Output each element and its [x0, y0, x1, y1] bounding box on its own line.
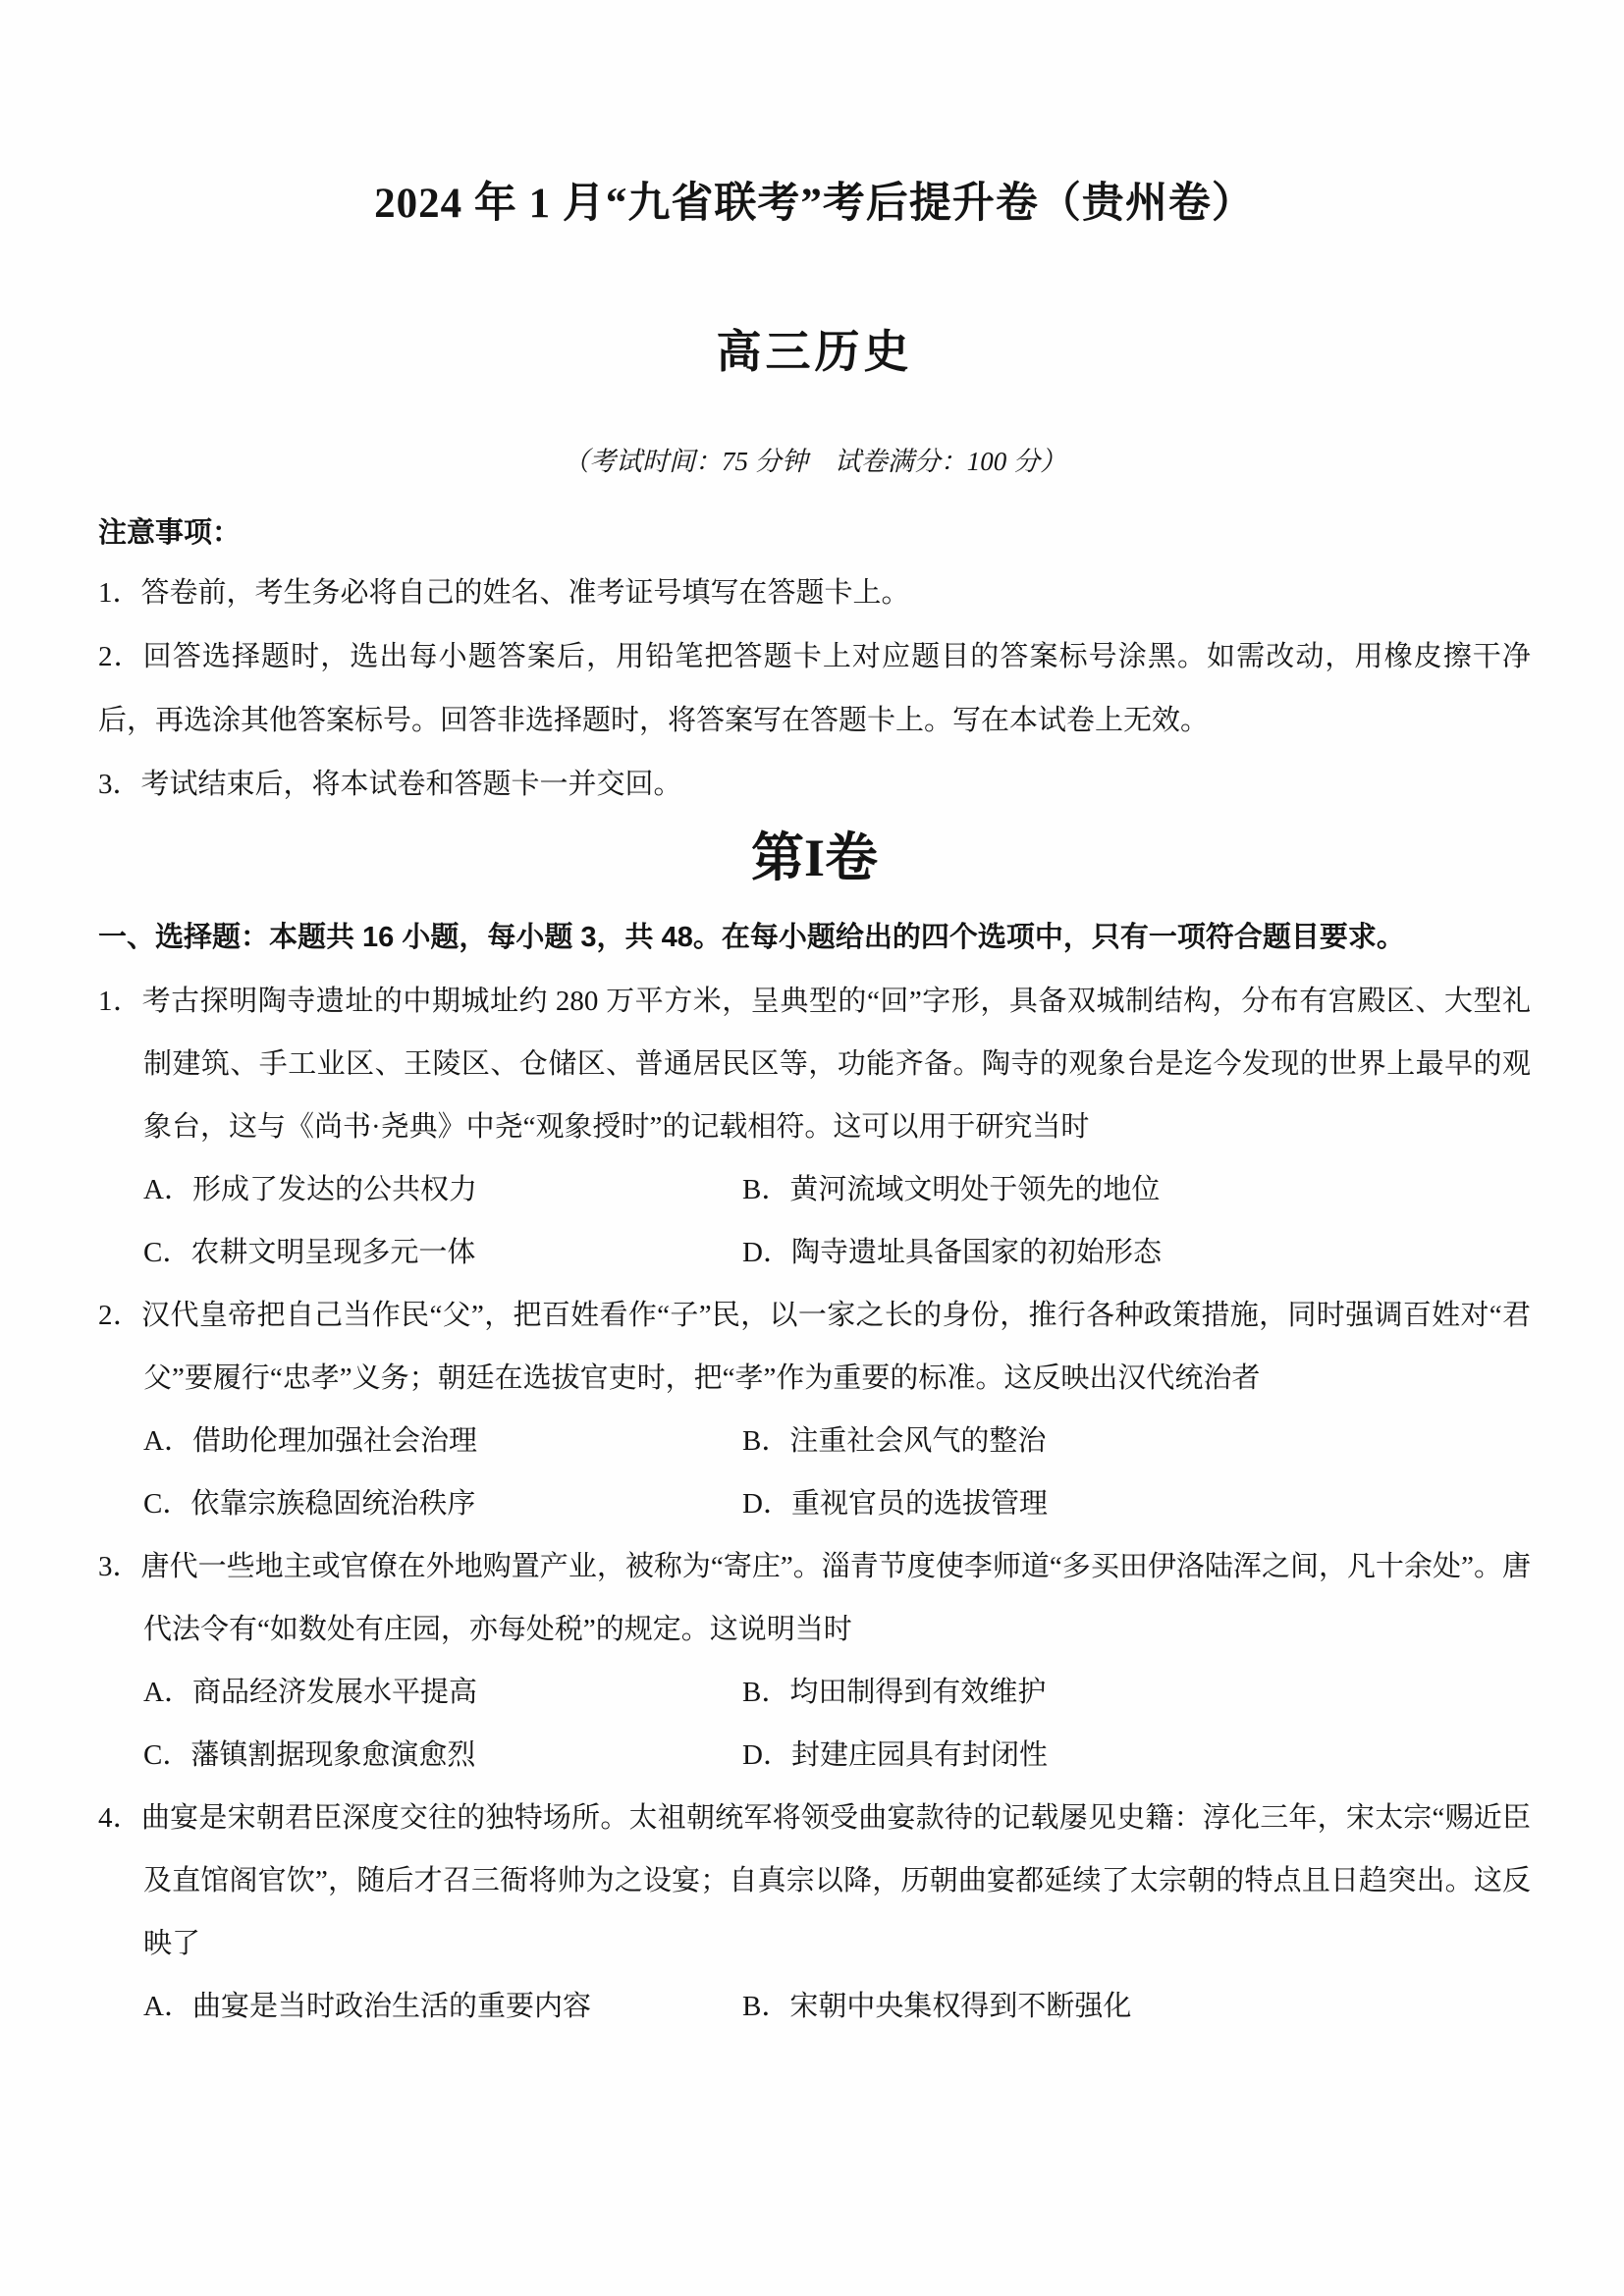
question-3-option-a: A．商品经济发展水平提高 [143, 1677, 477, 1708]
question-4-text: 曲宴是宋朝君臣深度交往的独特场所。太祖朝统军将领受曲宴款待的记载屡见史籍：淳化三年，宋太宗“赐近臣及直馆阁官饮”，随后才召三衙将帅为之设宴；自真宗以降，历朝曲宴都延续了太宗朝的特点且日趋突出。这反映了 [140, 1802, 1531, 1959]
question-3-number: 3． [98, 1551, 141, 1582]
question-2-option-b: B．注重社会风气的整治 [742, 1425, 1047, 1457]
notice-heading: 注意事项： [98, 517, 242, 549]
paper-title: 2024 年 1 月“九省联考”考后提升卷（贵州卷） [374, 181, 1255, 227]
question-1-stem [98, 970, 1531, 1158]
notice-item-1: 1．答卷前，考生务必将自己的姓名、准考证号填写在答题卡上。 [98, 577, 910, 609]
section-heading: 一、选择题：本题共 16 小题，每小题 3，共 48。在每小题给出的四个选项中，只有一项符合题目要求。 [98, 922, 1405, 953]
question-1 [98, 970, 1531, 1284]
question-2-options [98, 1410, 1531, 1535]
question-4-number: 4． [98, 1802, 141, 1834]
question-2-option-a: A．借助伦理加强社会治理 [143, 1425, 477, 1457]
question-4-option-a: A．曲宴是当时政治生活的重要内容 [143, 1991, 591, 2022]
question-3-stem [98, 1535, 1531, 1661]
exam-info-line: （考试时间：75 分钟 试卷满分：100 分） [563, 447, 1066, 476]
question-2-stem [98, 1284, 1531, 1410]
question-3-options [98, 1661, 1531, 1787]
question-2-option-d: D．重视官员的选拔管理 [742, 1488, 1048, 1520]
part-one-heading: 第I卷 [750, 828, 878, 887]
question-2-number: 2． [98, 1300, 142, 1331]
question-4-option-b: B．宋朝中央集权得到不断强化 [742, 1991, 1132, 2022]
question-2-text: 汉代皇帝把自己当作民“父”，把百姓看作“子”民，以一家之长的身份，推行各种政策措施，同时强调百姓对“君父”要履行“忠孝”义务；朝廷在选拔官吏时，把“孝”作为重要的标准。这反映出汉代统治者 [141, 1300, 1531, 1394]
question-1-option-a: A．形成了发达的公共权力 [143, 1174, 477, 1205]
question-3-text: 唐代一些地主或官僚在外地购置产业，被称为“寄庄”。淄青节度使李师道“多买田伊洛陆浑之间，凡十余处”。唐代法令有“如数处有庄园，亦每处税”的规定。这说明当时 [140, 1551, 1531, 1645]
question-1-option-c: C．农耕文明呈现多元一体 [143, 1237, 476, 1268]
question-1-text: 考古探明陶寺遗址的中期城址约 280 万平方米，呈典型的“回”字形，具备双城制结构，分布有宫殿区、大型礼制建筑、手工业区、王陵区、仓储区、普通居民区等，功能齐备。陶寺的观象台是迄今发现的世界上最早的观象台，这与《尚书·尧典》中尧“观象授时”的记载相符。这可以用于研究当时 [141, 986, 1531, 1143]
question-4-options [98, 1975, 1531, 2038]
question-1-option-d: D．陶寺遗址具备国家的初始形态 [742, 1237, 1162, 1268]
question-1-option-b: B．黄河流域文明处于领先的地位 [742, 1174, 1161, 1205]
question-2 [98, 1284, 1531, 1535]
question-3-option-c: C．藩镇割据现象愈演愈烈 [143, 1739, 476, 1771]
notice-item-3: 3．考试结束后，将本试卷和答题卡一并交回。 [98, 769, 682, 800]
question-3 [98, 1535, 1531, 1787]
question-3-option-b: B．均田制得到有效维护 [742, 1677, 1047, 1708]
paper-subject: 高三历史 [716, 327, 913, 377]
notice-item-2: 2．回答选择题时，选出每小题答案后，用铅笔把答题卡上对应题目的答案标号涂黑。如需改动，用橡皮擦干净后，再选涂其他答案标号。回答非选择题时，将答案写在答题卡上。写在本试卷上无效。 [98, 641, 1531, 736]
question-1-number: 1． [98, 986, 142, 1017]
question-4-stem [98, 1787, 1531, 1975]
question-2-option-c: C．依靠宗族稳固统治秩序 [143, 1488, 476, 1520]
question-4 [98, 1787, 1531, 2038]
question-1-options [98, 1158, 1531, 1284]
question-3-option-d: D．封建庄园具有封闭性 [742, 1739, 1048, 1771]
